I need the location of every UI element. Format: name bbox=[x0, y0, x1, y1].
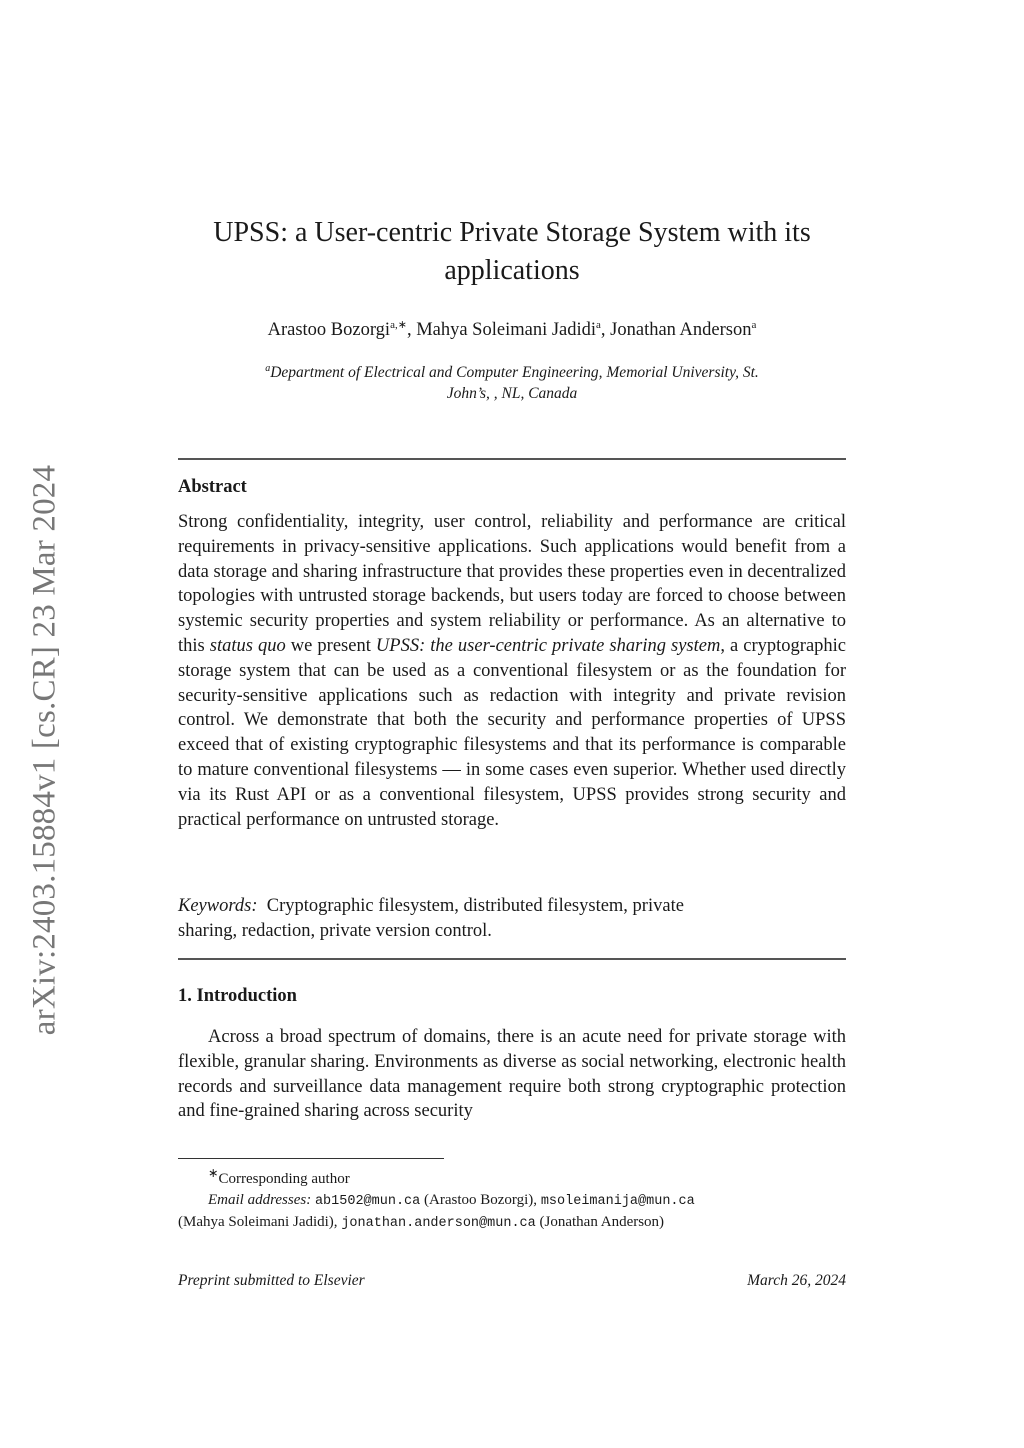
author-name: Arastoo Bozorgi bbox=[267, 320, 391, 341]
title-line-2: applications bbox=[444, 255, 580, 286]
author-mark: a,∗ bbox=[390, 319, 407, 331]
author-list: Arastoo Bozorgi$^{a,∗}$, Mahya Soleimani Jadidi$^a$, Jonathan Anderson$^a$ bbox=[267, 319, 757, 341]
email-label: Email addresses: bbox=[208, 1192, 312, 1208]
affiliation-line-2: John’s, , NL, Canada bbox=[446, 385, 578, 403]
page-footer bbox=[178, 1272, 846, 1290]
email-owner: (Jonathan Anderson) bbox=[539, 1214, 665, 1230]
affiliation-line-1: Department of Electrical and Computer Engineering, Memorial University, St. bbox=[270, 364, 759, 382]
keywords bbox=[178, 894, 846, 944]
section-heading-introduction: 1. Introduction bbox=[178, 986, 297, 1006]
introduction-paragraph: Across a broad spectrum of domains, there is an acute need for private storage with flexible, granular sharing. Environments as diverse as social networking, electronic health records and surveillance data management require both strong cryptographic protection and fine-grained sharing across security bbox=[178, 1027, 846, 1122]
abstract-text-1: Strong confidentiality, integrity, user control, reliability and performance are critical requirements in privacy-sensitive applications. Such applications would benefit from a data storage and sharing infrastructure that provides these properties even in decentralized topologies with untrusted storage backends, but users today are forced to choose between systemic security properties and system reliability or performance. As an alternative to this bbox=[178, 512, 846, 656]
affiliation bbox=[178, 358, 846, 404]
keywords-line-1: Cryptographic filesystem, distributed filesystem, private bbox=[266, 896, 684, 916]
footer-preprint-note: Preprint submitted to Elsevier bbox=[178, 1272, 365, 1289]
abstract-text-2: we present bbox=[285, 635, 376, 656]
abstract-text-3: , a cryptographic storage system that can be used as a conventional filesystem or as the foundation for security-sensitive applications such as redaction with integrity and private revision control. We demonstrate that both the security and performance properties of UPSS exceed that of existing cryptographic filesystems and that its performance is comparable to mature conventional filesystems — in some cases even superior. Whether used directly via its Rust API or as a conventional filesystem, UPSS provides strong security and practical performance on untrusted storage. bbox=[178, 635, 847, 830]
author-name: Mahya Soleimani Jadidi bbox=[416, 320, 597, 341]
paper-title bbox=[178, 214, 846, 290]
email-owner: (Mahya Soleimani Jadidi), bbox=[178, 1214, 338, 1230]
corresponding-author-note: Corresponding author bbox=[218, 1171, 350, 1187]
author-name: Jonathan Anderson bbox=[610, 320, 752, 341]
email-owner: (Arastoo Bozorgi), bbox=[424, 1192, 538, 1208]
abstract-heading: Abstract bbox=[178, 477, 247, 497]
author-mark: a bbox=[751, 319, 757, 331]
email-link[interactable]: msoleimanija@mun.ca bbox=[540, 1194, 695, 1209]
arxiv-sidebar bbox=[22, 445, 68, 1055]
affiliation-mark: a bbox=[265, 363, 271, 374]
email-link[interactable]: jonathan.anderson@mun.ca bbox=[341, 1216, 536, 1231]
keywords-line-2: sharing, redaction, private version control. bbox=[178, 920, 492, 941]
abstract-top-rule bbox=[178, 458, 846, 460]
email-link[interactable]: ab1502@mun.ca bbox=[314, 1194, 421, 1209]
footnote-rule bbox=[178, 1158, 444, 1159]
footer-date: March 26, 2024 bbox=[747, 1272, 846, 1289]
footnote-mark: ∗ bbox=[208, 1166, 219, 1180]
abstract-bottom-rule bbox=[178, 958, 846, 960]
arxiv-identifier: arXiv:2403.15884v1 [cs.CR] 23 Mar 2024 bbox=[26, 464, 63, 1036]
abstract-italic-1: status quo bbox=[209, 635, 286, 656]
abstract-italic-2: UPSS: the user-centric private sharing system bbox=[375, 635, 721, 656]
keywords-label: Keywords: bbox=[178, 896, 258, 916]
title-line-1: UPSS: a User-centric Private Storage System with its bbox=[213, 217, 811, 248]
footnote bbox=[178, 1163, 846, 1234]
author-mark: a bbox=[596, 319, 601, 331]
abstract-body bbox=[178, 510, 846, 832]
